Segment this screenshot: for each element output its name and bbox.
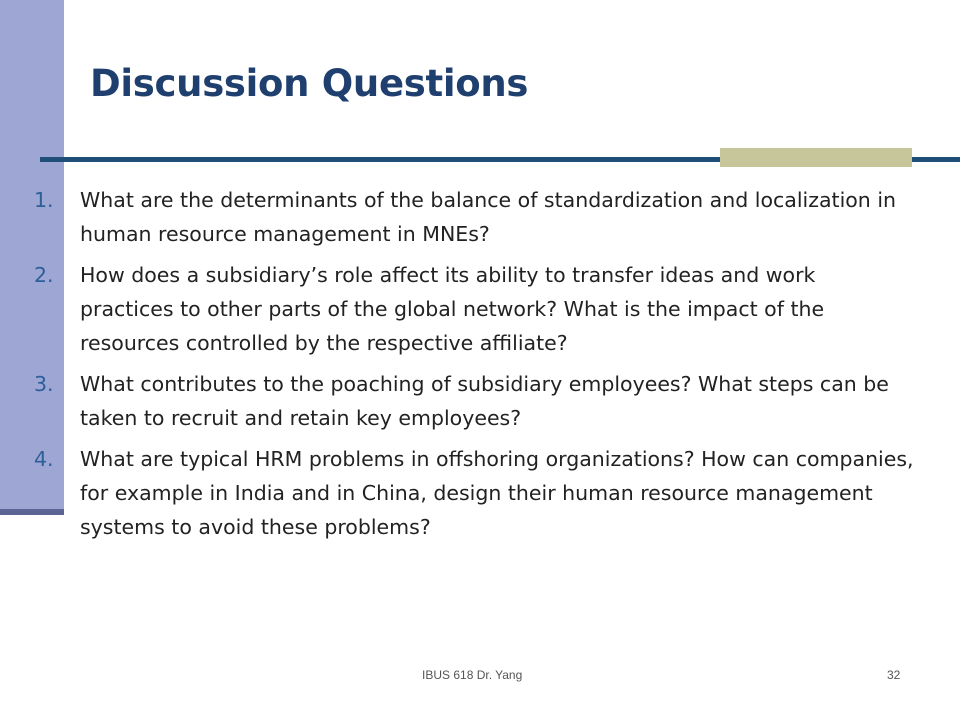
footer-page-number: 32 <box>887 668 901 682</box>
question-number: 2. <box>34 263 54 287</box>
footer-course-label: IBUS 618 Dr. Yang <box>422 668 523 682</box>
question-item-3 <box>34 367 914 435</box>
question-text: What are typical HRM problems in offshoring organizations? How can companies, for example in India and in China, design their human resource management systems to avoid these problems? <box>80 447 914 539</box>
title-divider-accent <box>720 148 912 167</box>
question-text: What contributes to the poaching of subsidiary employees? What steps can be taken to recruit and retain key employees? <box>80 372 889 430</box>
question-text: What are the determinants of the balance of standardization and localization in human resource management in MNEs? <box>80 188 897 246</box>
question-item-2 <box>34 258 914 360</box>
question-number: 1. <box>34 188 54 212</box>
question-list <box>34 183 914 551</box>
question-text: How does a subsidiary’s role affect its ability to transfer ideas and work practices to other parts of the global network? What is the impact of the resources controlled by the respective affiliate? <box>80 263 825 355</box>
question-number: 4. <box>34 447 54 471</box>
question-item-1 <box>34 183 914 251</box>
slide-title: Discussion Questions <box>90 62 529 105</box>
question-number: 3. <box>34 372 54 396</box>
question-item-4 <box>34 442 914 544</box>
